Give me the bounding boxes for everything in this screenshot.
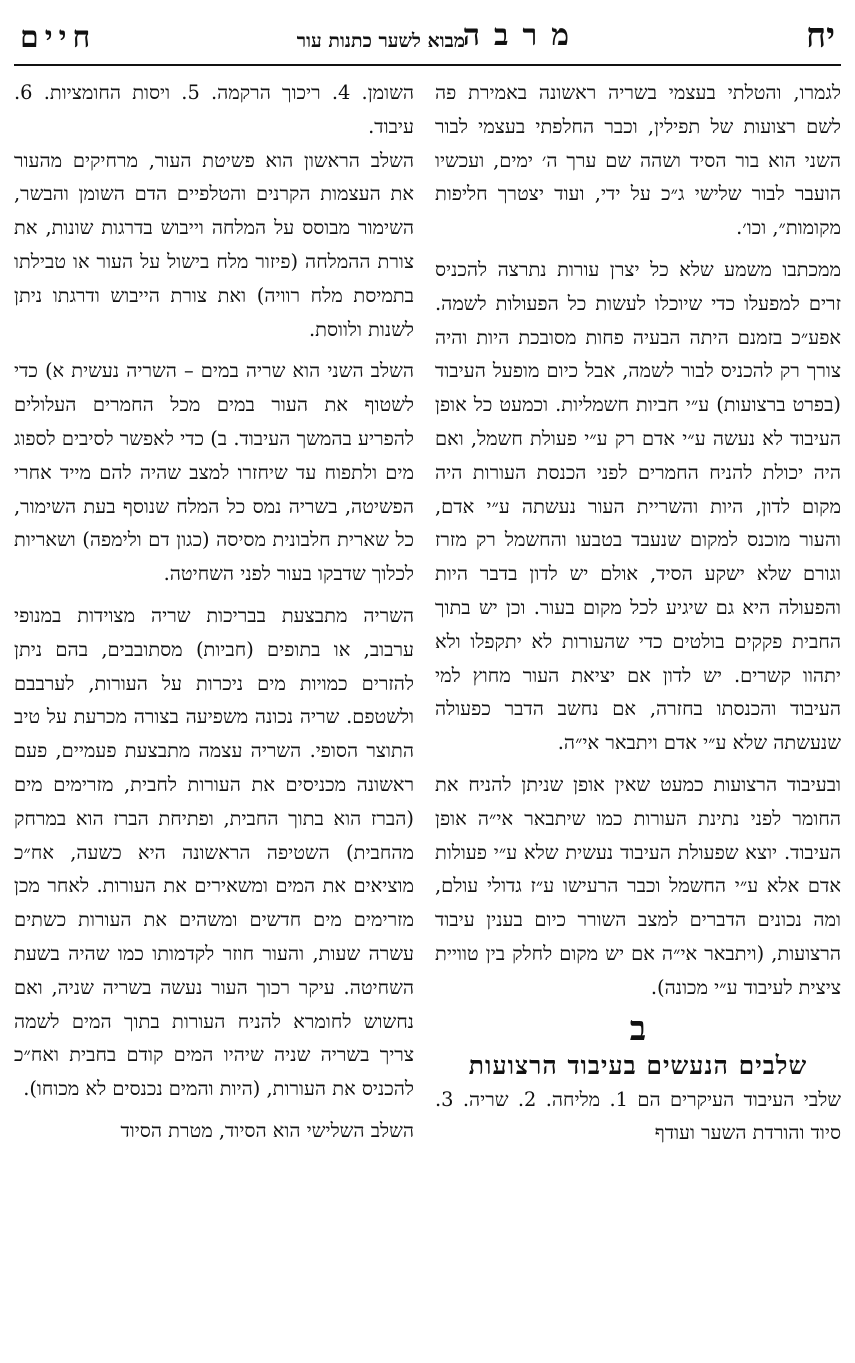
paragraph: השלב השלישי הוא הסיוד, מטרת הסיוד bbox=[120, 1118, 414, 1142]
paragraph: ממכתבו משמע שלא כל יצרן עורות נתרצה להכניס זרים למפעלו כדי שיוכלו לעשות כל הפעולות לשמה. אפע״כ בזמנם היתה הבעיה פחות מסובכת היות והיה צורך רק להכניס לבור לשמה, אבל כיום מופעל העיבוד (בפרט ברצועות) ע״י חביות חשמליות. וכמעט כל אופן העיבוד לא נעשה ע״י אדם רק ע״י פעולת חשמל, ואם היה יכולת להניח החמרים לפני הכנסת העורות היה מקום לדון, היות והשריית העור נעשתה ע״י אדם, והעור מוכנס למקום שנעבד בטבעו והחשמל רק מזרז וגורם שלא ישקע הסיד, אולם יש לדון בדבר היות והפעולה היא גם שיגיע לכל מקום בעור. וכן יש בתוך החבית פקקים בולטים כדי שהעורות לא יתקפלו ולא יתהוו קשרים. יש לדון אם יציאת העור מחוץ למי העיבוד והכנסתו בחזרה, אם נחשב הדבר כפעולה שנעשתה שלא ע״י אדם ויתבאר אי״ה. bbox=[435, 257, 841, 755]
page-number: יח bbox=[805, 16, 835, 56]
page-header bbox=[14, 14, 841, 58]
paragraph: לגמרו, והטלתי בעצמי בשריה ראשונה באמירת פה לשם רצועות של תפילין, וכבר החלפתי בעצמי לבור השני הוא בור הסיד ושהה שם ערך ה׳ ימים, ועכשיו הועבר לבור שלישי ג״כ על ידי, ועוד יצטרך חליפות מקומות״, וכו׳. bbox=[435, 81, 841, 240]
section-heading: שלבים הנעשים בעיבוד הרצועות bbox=[468, 1050, 808, 1080]
section-letter: ב bbox=[629, 1008, 647, 1049]
paragraph: השלב השני הוא שריה במים – השריה נעשית א) כדי לשטוף את העור במים מכל החמרים העלולים להפריע בהמשך העיבוד. ב) כדי לאפשר לסיבים לספוג מים ולתפוח עד שיחזרו למצב שהיה להם מייד אחרי הפשיטה, בשריה נמס כל המלח שנוסף בעת השימור, כל שארית חלבונית מסיסה (כגון דם ולימפה) ושאריות לכלוך שדבקו בעור לפני השחיטה. bbox=[14, 359, 414, 586]
paragraph: השריה מתבצעת בבריכות שריה מצוידות במנופי ערבוב, או בתופים (חביות) מסתובבים, בהם ניתן להזרים כמויות מים ניכרות על העורות, לערבבם ולשטפם. שריה נכונה משפיעה בצורה מכרעת על טיב התוצר הסופי. השריה עצמה מתבצעת פעמיים, פעם ראשונה מכניסים את העורות לחבית, מזרימים מים (הברז הוא בתוך החבית, ופתיחת הברז הוא במרחק מהחבית) השטיפה הראשונה היא כשעה, אח״כ מוציאים את המים ומשאירים את העורות. לאחר מכן מזרימים מים חדשים ומשהים את העורות כשתים עשרה שעות, והעור חוזר לקדמותו כמו שהיה בשעת השחיטה. עיקר רכוך העור נעשה בשריה שניה, ואם נחשוש לחומרא להניח העורות בתוך המים לשמה צריך בשריה שניה שיהיו המים קודם בחבית ואח״כ להכניס את העורות, (היות והמים נכנסים לא מכוחו). bbox=[14, 603, 414, 1101]
paragraph: השלב הראשון הוא פשיטת העור, מרחיקים מהעור את העצמות הקרנים והטלפיים הדם השומן והבשר, השימור מבוסס על המלחה וייבוש בדרגות שונות, את צורת ההמלחה (פיזור מלח בישול על העור או טבילתו בתמיסת מלח רוויה) ואת צורת הייבוש ודרגתו ניתן לשנות ולווסת. bbox=[14, 148, 414, 341]
chapter-title: חיים bbox=[20, 20, 97, 55]
paragraph: שלבי העיבוד העיקרים הם 1. מליחה. 2. שריה. 3. סיוד והורדת השער ועודף bbox=[435, 1087, 842, 1145]
right-column bbox=[435, 76, 841, 1150]
paragraph: ובעיבוד הרצועות כמעט שאין אופן שניתן להניח את החומר לפני נתינת העורות כמו שיתבאר אי״ה אופן העיבוד. יוצא שפעולת העיבוד נעשית שלא ע״י פעולות אדם אלא ע״י החשמל וכבר הרעישו ע״ז גדולי עולם, ומה נכונים הדברים למצב השורר כיום בענין עיבוד הרצועות, (ויתבאר אי״ה אם יש מקום לחלק בין טוויית ציצית לעיבוד ע״י מכונה). bbox=[435, 772, 841, 999]
section-title: מבוא לשער כתנות עור bbox=[296, 30, 465, 52]
paragraph: השומן. 4. ריכוך הרקמה. 5. ויסות החומציות. 6. עיבוד. bbox=[14, 81, 414, 138]
book-title: מרבה bbox=[462, 18, 583, 53]
header-rule bbox=[14, 64, 841, 66]
left-column bbox=[14, 76, 414, 1148]
